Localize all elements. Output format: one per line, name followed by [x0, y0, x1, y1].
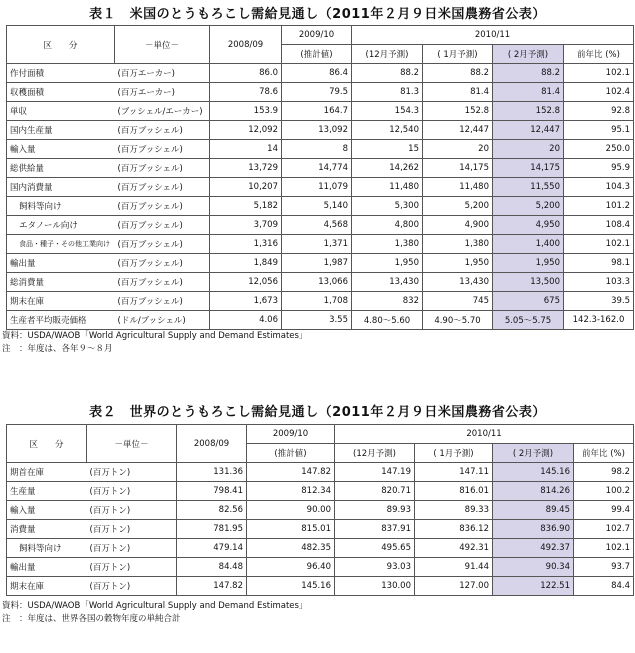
row-value: 100.2 — [574, 482, 634, 501]
row-value: 1,316 — [210, 235, 282, 254]
row-label: 輸出量 — [7, 254, 115, 273]
row-value: 816.01 — [415, 482, 493, 501]
row-value: 4.06 — [210, 311, 282, 330]
table2-header-2010: 2010/11 — [335, 425, 634, 444]
row-unit: (百万トン) — [87, 501, 177, 520]
row-value: 13,729 — [210, 159, 282, 178]
table1-header-2008: 2008/09 — [210, 26, 282, 64]
table2-header-kubun: 区 分 — [7, 425, 87, 463]
row-value: 89.45 — [493, 501, 574, 520]
row-value: 3,709 — [210, 216, 282, 235]
row-value: 78.6 — [210, 83, 282, 102]
row-value: 11,550 — [493, 178, 564, 197]
row-value: 832 — [352, 292, 423, 311]
row-value: 492.31 — [415, 539, 493, 558]
row-value: 5.05～5.75 — [493, 311, 564, 330]
row-unit: (百万ブッシェル) — [115, 292, 210, 311]
row-value: 15 — [352, 140, 423, 159]
row-label: 輸入量 — [7, 140, 115, 159]
row-value: 745 — [423, 292, 493, 311]
row-value: 14,262 — [352, 159, 423, 178]
row-unit: (百万ブッシェル) — [115, 197, 210, 216]
table1-subheader-estimate: (推計値) — [282, 45, 352, 64]
row-value: 1,950 — [423, 254, 493, 273]
table1-header-unit: －単位－ — [115, 26, 210, 64]
row-value: 84.4 — [574, 577, 634, 596]
table-row — [7, 121, 634, 140]
row-unit: (百万トン) — [87, 463, 177, 482]
row-value: 5,200 — [493, 197, 564, 216]
table1-subheader-dec: (12月予測) — [352, 45, 423, 64]
row-value: 4.90～5.70 — [423, 311, 493, 330]
row-value: 103.3 — [564, 273, 634, 292]
row-value: 1,400 — [493, 235, 564, 254]
table-row — [7, 235, 634, 254]
row-value: 812.34 — [247, 482, 335, 501]
row-value: 102.4 — [564, 83, 634, 102]
row-value: 836.12 — [415, 520, 493, 539]
row-value: 5,182 — [210, 197, 282, 216]
table-row — [7, 501, 634, 520]
row-value: 84.48 — [177, 558, 247, 577]
row-value: 5,300 — [352, 197, 423, 216]
row-value: 10,207 — [210, 178, 282, 197]
row-value: 1,371 — [282, 235, 352, 254]
row-value: 91.44 — [415, 558, 493, 577]
row-value: 4,568 — [282, 216, 352, 235]
row-value: 81.4 — [423, 83, 493, 102]
table1-title: 表１ 米国のとうもろこし需給見通し（2011年２月９日米国農務省公表） — [89, 7, 546, 22]
table2-title: 表２ 世界のとうもろこし需給見通し（2011年２月９日米国農務省公表） — [89, 405, 546, 420]
row-value: 11,480 — [352, 178, 423, 197]
row-value: 1,987 — [282, 254, 352, 273]
row-value: 108.4 — [564, 216, 634, 235]
row-value: 90.34 — [493, 558, 574, 577]
row-value: 79.5 — [282, 83, 352, 102]
row-value: 145.16 — [247, 577, 335, 596]
row-label: 輸入量 — [7, 501, 87, 520]
row-unit: (百万ブッシェル) — [115, 254, 210, 273]
row-value: 152.8 — [423, 102, 493, 121]
table1-header-2009: 2009/10 — [282, 26, 352, 45]
row-value: 1,849 — [210, 254, 282, 273]
row-value: 14,175 — [423, 159, 493, 178]
row-value: 20 — [423, 140, 493, 159]
table2-fiscal-note: 注 ：年度は、世界各国の穀物年度の単純合計 — [2, 614, 181, 624]
table-row — [7, 482, 634, 501]
row-label: 収穫面積 — [7, 83, 115, 102]
row-value: 95.9 — [564, 159, 634, 178]
row-value: 86.4 — [282, 64, 352, 83]
table1-subheader-jan: ( 1月予測) — [423, 45, 493, 64]
row-value: 11,480 — [423, 178, 493, 197]
table2-header-2009: 2009/10 — [247, 425, 335, 444]
row-value: 815.01 — [247, 520, 335, 539]
row-label: 消費量 — [7, 520, 87, 539]
row-unit: (百万ブッシェル) — [115, 140, 210, 159]
table-row — [7, 83, 634, 102]
row-value: 1,673 — [210, 292, 282, 311]
row-value: 152.8 — [493, 102, 564, 121]
table-row — [7, 197, 634, 216]
row-value: 5,140 — [282, 197, 352, 216]
table1-fiscal-note: 注 ：年度は、各年９～８月 — [2, 344, 113, 354]
row-value: 20 — [493, 140, 564, 159]
row-value: 88.2 — [423, 64, 493, 83]
table-row — [7, 311, 634, 330]
row-value: 13,066 — [282, 273, 352, 292]
row-value: 12,540 — [352, 121, 423, 140]
table-row — [7, 102, 634, 121]
row-value: 142.3-162.0 — [564, 311, 634, 330]
table1-subheader-ratio: 前年比 (%) — [564, 45, 634, 64]
row-label: 総供給量 — [7, 159, 115, 178]
row-unit: (百万トン) — [87, 558, 177, 577]
row-unit: (ブッシェル/エーカー) — [115, 102, 210, 121]
row-value: 81.3 — [352, 83, 423, 102]
table-row — [7, 140, 634, 159]
table-row — [7, 178, 634, 197]
row-unit: (百万ブッシェル) — [115, 216, 210, 235]
row-value: 147.19 — [335, 463, 415, 482]
row-value: 675 — [493, 292, 564, 311]
table2-header-unit: －単位－ — [87, 425, 177, 463]
table2-subheader-dec: (12月予測) — [335, 444, 415, 463]
row-value: 86.0 — [210, 64, 282, 83]
table-row — [7, 64, 634, 83]
row-label: 輸出量 — [7, 558, 87, 577]
table-row — [7, 539, 634, 558]
table-row — [7, 520, 634, 539]
row-value: 88.2 — [493, 64, 564, 83]
row-value: 89.93 — [335, 501, 415, 520]
row-value: 1,950 — [352, 254, 423, 273]
row-label: 期末在庫 — [7, 577, 87, 596]
row-unit: (百万トン) — [87, 577, 177, 596]
row-value: 3.55 — [282, 311, 352, 330]
row-value: 92.8 — [564, 102, 634, 121]
row-value: 88.2 — [352, 64, 423, 83]
row-value: 13,092 — [282, 121, 352, 140]
row-value: 11,079 — [282, 178, 352, 197]
table1-header-kubun: 区 分 — [7, 26, 115, 64]
row-value: 4,800 — [352, 216, 423, 235]
table-row — [7, 273, 634, 292]
row-label: 飼料等向け — [7, 539, 87, 558]
row-label: 期末在庫 — [7, 292, 115, 311]
table2-subheader-feb: ( 2月予測) — [493, 444, 574, 463]
table-row — [7, 216, 634, 235]
table2-subheader-ratio: 前年比 (%) — [574, 444, 634, 463]
table-row — [7, 558, 634, 577]
row-value: 4.80～5.60 — [352, 311, 423, 330]
table-row — [7, 292, 634, 311]
table1 — [6, 25, 634, 330]
row-value: 814.26 — [493, 482, 574, 501]
row-value: 147.82 — [177, 577, 247, 596]
row-value: 127.00 — [415, 577, 493, 596]
row-value: 96.40 — [247, 558, 335, 577]
row-value: 131.36 — [177, 463, 247, 482]
row-value: 14,175 — [493, 159, 564, 178]
row-value: 836.90 — [493, 520, 574, 539]
row-value: 12,447 — [423, 121, 493, 140]
table2 — [6, 424, 634, 596]
row-value: 102.1 — [574, 539, 634, 558]
row-unit: (百万ブッシェル) — [115, 235, 210, 254]
row-label: 総消費量 — [7, 273, 115, 292]
row-label: 期首在庫 — [7, 463, 87, 482]
table1-source-note: 資料：USDA/WAOB「World Agricultural Supply and Demand Estimates」 — [2, 331, 308, 341]
table2-subheader-jan: ( 1月予測) — [415, 444, 493, 463]
row-value: 12,447 — [493, 121, 564, 140]
row-unit: (百万ブッシェル) — [115, 273, 210, 292]
row-value: 99.4 — [574, 501, 634, 520]
row-value: 4,900 — [423, 216, 493, 235]
row-value: 1,380 — [352, 235, 423, 254]
row-label: 飼料等向け — [7, 197, 115, 216]
row-value: 1,380 — [423, 235, 493, 254]
row-label: エタノール向け — [7, 216, 115, 235]
row-value: 781.95 — [177, 520, 247, 539]
row-value: 81.4 — [493, 83, 564, 102]
row-value: 820.71 — [335, 482, 415, 501]
row-value: 82.56 — [177, 501, 247, 520]
row-value: 1,708 — [282, 292, 352, 311]
row-unit: (百万トン) — [87, 482, 177, 501]
row-label: 生産者平均販売価格 — [7, 311, 115, 330]
row-unit: (百万トン) — [87, 520, 177, 539]
row-value: 89.33 — [415, 501, 493, 520]
row-unit: (百万ブッシェル) — [115, 178, 210, 197]
row-unit: (百万トン) — [87, 539, 177, 558]
row-value: 12,092 — [210, 121, 282, 140]
row-value: 495.65 — [335, 539, 415, 558]
row-value: 147.82 — [247, 463, 335, 482]
row-value: 798.41 — [177, 482, 247, 501]
row-value: 39.5 — [564, 292, 634, 311]
row-value: 4,950 — [493, 216, 564, 235]
row-value: 98.1 — [564, 254, 634, 273]
row-label: 国内生産量 — [7, 121, 115, 140]
row-value: 154.3 — [352, 102, 423, 121]
row-value: 5,200 — [423, 197, 493, 216]
table-row — [7, 254, 634, 273]
table1-subheader-feb: ( 2月予測) — [493, 45, 564, 64]
row-value: 14 — [210, 140, 282, 159]
row-value: 8 — [282, 140, 352, 159]
table-row — [7, 159, 634, 178]
row-value: 104.3 — [564, 178, 634, 197]
row-value: 95.1 — [564, 121, 634, 140]
table2-subheader-estimate: (推計値) — [247, 444, 335, 463]
row-value: 12,056 — [210, 273, 282, 292]
row-value: 130.00 — [335, 577, 415, 596]
row-value: 101.2 — [564, 197, 634, 216]
row-value: 102.1 — [564, 235, 634, 254]
row-value: 122.51 — [493, 577, 574, 596]
table-row — [7, 577, 634, 596]
row-label: 単収 — [7, 102, 115, 121]
row-unit: (百万ブッシェル) — [115, 159, 210, 178]
row-value: 164.7 — [282, 102, 352, 121]
row-unit: (百万エーカー) — [115, 83, 210, 102]
row-value: 145.16 — [493, 463, 574, 482]
row-label: 国内消費量 — [7, 178, 115, 197]
table2-source-note: 資料：USDA/WAOB「World Agricultural Supply and Demand Estimates」 — [2, 601, 308, 611]
row-value: 479.14 — [177, 539, 247, 558]
row-value: 250.0 — [564, 140, 634, 159]
row-value: 13,430 — [352, 273, 423, 292]
row-value: 837.91 — [335, 520, 415, 539]
row-label: 作付面積 — [7, 64, 115, 83]
table1-header-2010: 2010/11 — [352, 26, 634, 45]
row-value: 147.11 — [415, 463, 493, 482]
row-unit: (百万エーカー) — [115, 64, 210, 83]
row-value: 102.7 — [574, 520, 634, 539]
row-unit: (百万ブッシェル) — [115, 121, 210, 140]
row-value: 13,430 — [423, 273, 493, 292]
row-label: 食品・種子・その他工業向け — [7, 235, 115, 254]
row-value: 93.7 — [574, 558, 634, 577]
row-value: 13,500 — [493, 273, 564, 292]
row-value: 90.00 — [247, 501, 335, 520]
row-value: 102.1 — [564, 64, 634, 83]
row-unit: (ドル/ブッシェル) — [115, 311, 210, 330]
row-value: 1,950 — [493, 254, 564, 273]
row-value: 93.03 — [335, 558, 415, 577]
row-label: 生産量 — [7, 482, 87, 501]
table2-header-2008: 2008/09 — [177, 425, 247, 463]
row-value: 153.9 — [210, 102, 282, 121]
row-value: 482.35 — [247, 539, 335, 558]
table-row — [7, 463, 634, 482]
row-value: 98.2 — [574, 463, 634, 482]
row-value: 14,774 — [282, 159, 352, 178]
row-value: 492.37 — [493, 539, 574, 558]
